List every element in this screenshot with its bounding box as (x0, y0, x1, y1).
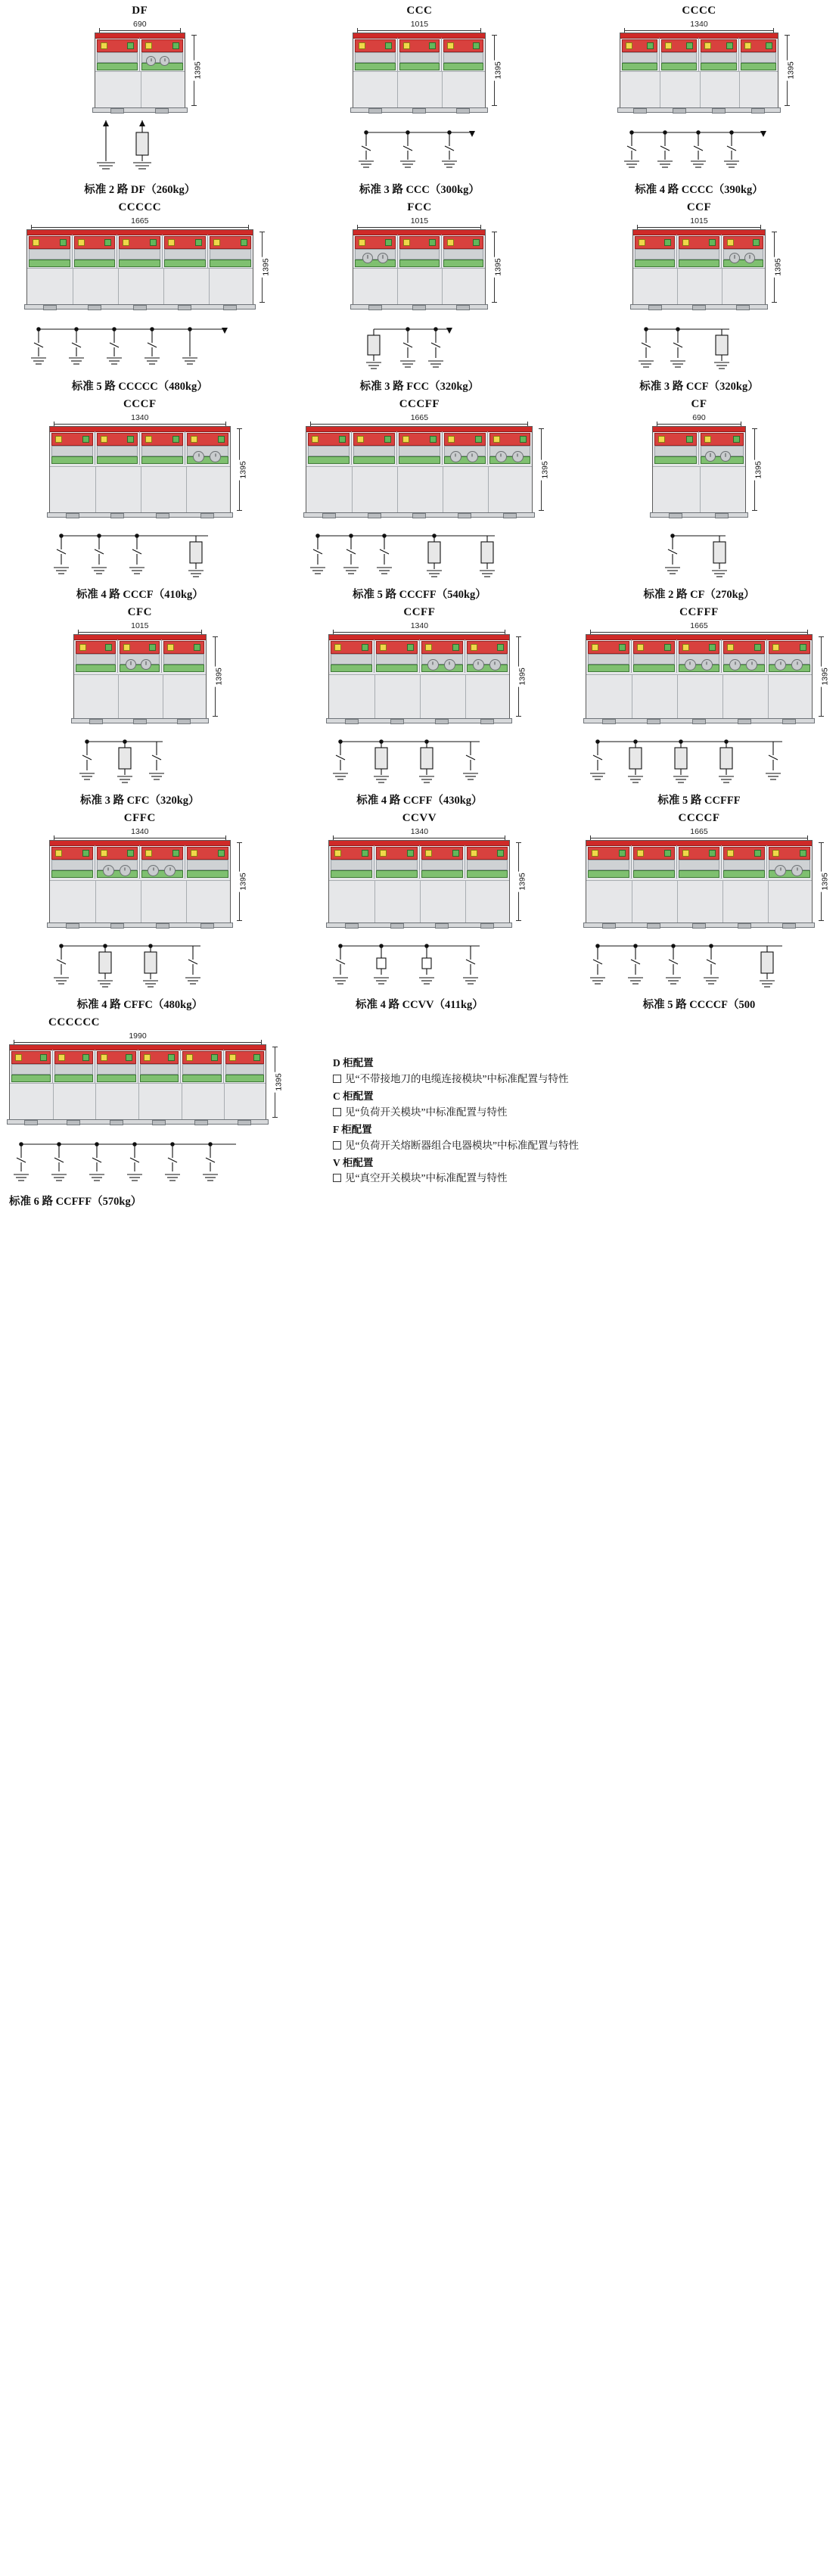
cell-caption: 标准 4 路 CCVV（411kg） (356, 999, 483, 1011)
cabinet-front-view: 1395 (328, 634, 510, 719)
cabinet-front-view (95, 33, 203, 108)
module-f (118, 639, 162, 673)
single-line-diagram (642, 521, 756, 581)
checkbox-icon[interactable] (333, 1075, 341, 1083)
catalog-cell-ccc: CCC 1015 1395 标准 3 路 CCC（300kg） (280, 0, 560, 197)
cell-caption: 标准 4 路 CFFC（480kg） (76, 999, 203, 1011)
single-line-diagram (631, 313, 767, 373)
legend-title-d: D 柜配置 (333, 1057, 374, 1069)
single-line-diagram (586, 931, 813, 991)
module-f (465, 639, 510, 673)
catalog-cell-cccff: CCCFF 1665 1395 标准 5 路 CCCFF（540kg） (280, 394, 560, 602)
cell-code: CCF (686, 201, 712, 213)
cell-code: CCFFF (679, 606, 719, 618)
single-line-diagram (49, 521, 231, 581)
module-f (420, 639, 465, 673)
width-dimension: 690 (95, 20, 185, 33)
catalog-cell-cccc: CCCC 1340 1395 标准 4 路 CCCC（390kg） (559, 0, 839, 197)
module-v (465, 845, 510, 879)
single-line-diagram (9, 1128, 266, 1188)
legend-title-v: V 柜配置 (333, 1156, 374, 1168)
catalog-row-2 (0, 197, 839, 394)
single-line-diagram (351, 116, 487, 176)
cabinet-catalog (0, 0, 839, 1209)
single-line-diagram (72, 726, 208, 787)
catalog-cell-ccfff: CCFFF 1665 1395 标准 5 路 CCFFF (559, 602, 839, 807)
cell-caption: 标准 3 路 FCC（320kg） (359, 381, 480, 393)
cabinet-front-view: 1395 (73, 634, 207, 719)
cell-code: CCCC (682, 5, 716, 17)
module-f (140, 38, 185, 71)
legend-item-d: 见“不带接地刀的电缆连接模块”中标准配置与特性 (333, 1072, 579, 1087)
single-line-diagram (351, 313, 487, 373)
cabinet-front-view: 1395 (586, 634, 813, 719)
cell-caption: 标准 3 路 CCF（320kg） (639, 381, 759, 393)
module-f (488, 431, 533, 465)
catalog-row-3 (0, 394, 839, 602)
cell-code: CCCCC (118, 201, 162, 213)
cell-caption: 标准 4 路 CCCC（390kg） (635, 184, 763, 196)
checkbox-icon[interactable] (333, 1108, 341, 1116)
module-f (677, 639, 722, 673)
module-v (420, 845, 465, 879)
cabinet-front-view: 1395 (353, 229, 486, 305)
module-f (353, 235, 397, 268)
legend-item-c: 见“负荷开关模块”中标准配置与特性 (333, 1105, 579, 1121)
checkbox-icon[interactable] (333, 1174, 341, 1182)
cabinet-front-view: 1395 (652, 426, 746, 513)
cabinet-front-view: 1395 (306, 426, 533, 513)
module-f (722, 235, 765, 268)
module-f (140, 845, 185, 879)
module-f (699, 431, 745, 465)
catalog-cell-ccccc: CCCCC 1665 1395 标准 5 路 CCCCC（480kg） (0, 197, 280, 394)
cabinet-front-view: 1395 (353, 33, 486, 108)
module-f (767, 845, 812, 879)
catalog-row-1 (0, 0, 839, 197)
legend-item-f: 见“负荷开关熔断器组合电器模块”中标准配置与特性 (333, 1138, 579, 1154)
catalog-cell-cfc: CFC 1015 1395 标准 3 路 CFC（320kg） (0, 602, 280, 807)
cabinet-front-view: 1395 (49, 840, 231, 923)
catalog-cell-cccf: CCCF 1340 1395 标准 4 路 CCCF（410kg） (0, 394, 280, 602)
cell-caption: 标准 3 路 CFC（320kg） (80, 795, 200, 807)
cabinet-front-view: 1395 (632, 229, 766, 305)
single-line-diagram (328, 726, 510, 787)
cell-caption: 标准 5 路 CCFFF (657, 795, 741, 807)
cell-code: CCCFF (399, 398, 440, 410)
catalog-row-6 (0, 1012, 839, 1209)
checkbox-icon[interactable] (333, 1141, 341, 1150)
cell-caption: 标准 4 路 CCFF（430kg） (356, 795, 483, 807)
catalog-cell-ccccf: CCCCF 1665 1395 标准 5 路 CCCCF（500 (559, 807, 839, 1012)
cell-caption: 标准 5 路 CCCCC（480kg） (71, 381, 208, 393)
module-d (95, 38, 141, 71)
single-line-diagram (49, 931, 231, 991)
legend-title-f: F 柜配置 (333, 1123, 372, 1135)
cell-code: FCC (407, 201, 432, 213)
cell-code: CCCCF (678, 812, 720, 824)
cell-code: CCCF (123, 398, 157, 410)
catalog-cell-cccccc: CCCCCC 1990 1395 标准 6 路 CCFFF（570kg） (0, 1012, 318, 1209)
single-line-diagram (586, 726, 813, 787)
legend-title-c: C 柜配置 (333, 1090, 374, 1102)
module-f (185, 431, 230, 465)
cell-caption: 标准 5 路 CCCCF（500 (642, 999, 756, 1011)
cell-code: CF (691, 398, 707, 410)
legend-item-v: 见“真空开关模块”中标准配置与特性 (333, 1171, 579, 1187)
catalog-row-4 (0, 602, 839, 807)
module-f (443, 431, 488, 465)
cell-code: CCVV (402, 812, 437, 824)
cell-code: CCC (406, 5, 433, 17)
catalog-cell-cf: CF 690 1395 标准 2 路 CF（270kg） (559, 394, 839, 602)
cell-caption: 标准 3 路 CCC（300kg） (359, 184, 480, 196)
cell-code: DF (132, 5, 148, 17)
catalog-cell-fcc: FCC 1015 1395 标准 3 路 FCC（320kg） (280, 197, 560, 394)
single-line-diagram (328, 931, 510, 991)
cell-code: CCCCCC (48, 1016, 100, 1028)
cabinet-front-view: 1395 (9, 1044, 266, 1120)
cell-caption: 标准 2 路 CF（270kg） (643, 589, 755, 601)
cell-code: CFFC (123, 812, 156, 824)
configuration-legend (333, 1054, 579, 1187)
height-dimension: 1395 (186, 33, 201, 107)
catalog-cell-cffc: CFFC 1340 1395 标准 4 路 CFFC（480kg） (0, 807, 280, 1012)
cell-caption: 标准 6 路 CCFFF（570kg） (9, 1196, 142, 1208)
cell-caption: 标准 4 路 CCCF（410kg） (76, 589, 204, 601)
cabinet-front-view: 1395 (26, 229, 253, 305)
catalog-row-5 (0, 807, 839, 1012)
single-line-diagram (26, 313, 253, 373)
single-line-diagram (91, 116, 189, 176)
cabinet-front-view: 1395 (586, 840, 813, 923)
catalog-cell-ccff: CCFF 1340 1395 标准 4 路 CCFF（430kg） (280, 602, 560, 807)
cabinet-front-view: 1395 (49, 426, 231, 513)
cell-caption: 标准 5 路 CCCFF（540kg） (352, 589, 486, 601)
single-line-diagram (620, 116, 778, 176)
single-line-diagram (306, 521, 533, 581)
cabinet-front-view: 1395 (328, 840, 510, 923)
module-f (722, 639, 767, 673)
cell-caption: 标准 2 路 DF（260kg） (84, 184, 196, 196)
module-f (767, 639, 812, 673)
catalog-cell-ccf: CCF 1015 1395 标准 3 路 CCF（320kg） (559, 197, 839, 394)
module-f (95, 845, 141, 879)
catalog-cell-df (0, 0, 280, 197)
cell-code: CCFF (403, 606, 436, 618)
cabinet-front-view: 1395 (620, 33, 778, 108)
catalog-cell-ccvv: CCVV 1340 1395 标准 4 路 CCVV（411kg） (280, 807, 560, 1012)
cell-code: CFC (127, 606, 152, 618)
